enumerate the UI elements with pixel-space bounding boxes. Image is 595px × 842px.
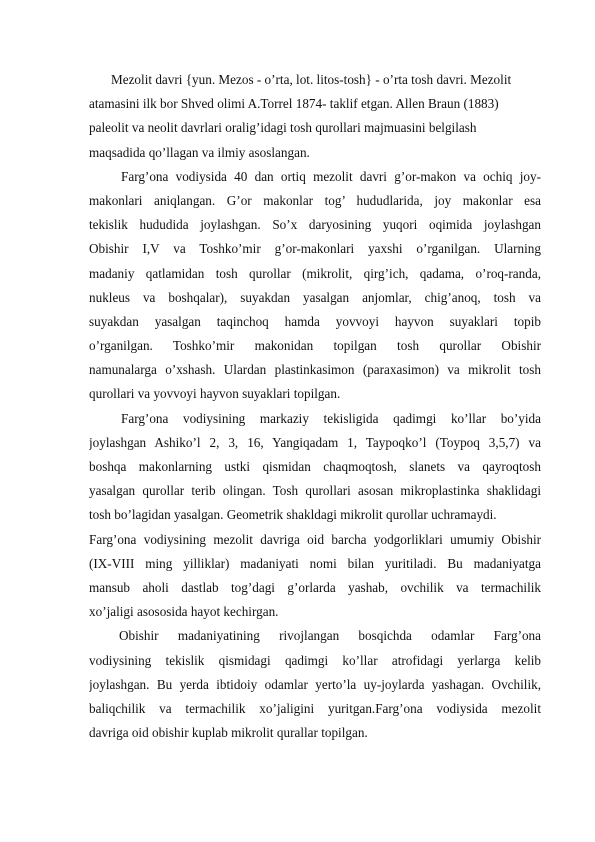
text-line: qurollari va yovvoyi hayvon suyaklari topilgan. (89, 386, 341, 402)
text-line: (IX-VIII ming yilliklar) madaniyati nomi bilan yuritiladi. Bu madaniyatga (89, 555, 541, 571)
text-line: Obishir madaniyatining rivojlangan bosqichda odamlar Farg’ona (119, 628, 541, 644)
text-line: xo’jaligi asososida hayot kechirgan. (89, 604, 279, 620)
text-line: maqsadida qo’llagan va ilmiy asoslangan. (89, 144, 310, 160)
text-line: boshqa makonlarning ustki qismidan chaqmoqtosh, slanets va qayroqtosh (89, 459, 541, 474)
text-line: yasalgan qurollar terib olingan. Tosh qurollari asosan mikroplastinka shaklidagi (89, 483, 541, 499)
text-line: nukleus va boshqalar), suyakdan yasalgan anjomlar, chig’anoq, tosh va (89, 289, 541, 305)
text-line: Farg’ona vodiysining mezolit davriga oid barcha yodgorliklari umumiy Obishir (89, 531, 541, 547)
text-line: joylashgan Ashiko’l 2, 3, 16, Yangiqadam 1, Taypoqko’l (Toypoq 3,5,7) va (89, 434, 541, 450)
text-line: o’rganilgan. Toshko’mir makonidan topilgan tosh qurollar Obishir (89, 338, 541, 354)
text-line: namunalarga o’xshash. Ulardan plastinkasimon (paraxasimon) va mikrolit tosh (89, 362, 541, 378)
text-line: madaniy qatlamidan tosh qurollar (mikrolit, qirg’ich, qadama, o’roq-randa, (89, 265, 541, 281)
text-line: paleolit va neolit davrlari oralig’idagi tosh qurollari majmuasini belgilash (89, 120, 477, 136)
text-line: tosh bo’lagidan yasalgan. Geometrik shakldagi mikrolit qurollar uchramaydi. (89, 507, 497, 523)
text-line: makonlari aniqlangan. G’or makonlar tog’ hududlarida, joy makonlar esa (89, 192, 541, 208)
text-line: joylashgan. Bu yerda ibtidoiy odamlar yerto’la uy-joylarda yashagan. Ovchilik, (89, 676, 541, 692)
document-page (89, 68, 541, 745)
text-line: vodiysining tekislik qismidagi qadimgi ko’llar atrofidagi yerlarga kelib (89, 652, 541, 668)
text-line: Farg’ona vodiysida 40 dan ortiq mezolit davri g’or-makon va ochiq joy- (121, 168, 541, 184)
text-line: mansub aholi dastlab tog’dagi g’orlarda yashab, ovchilik va termachilik (89, 579, 541, 595)
text-line: baliqchilik va termachilik xo’jaligini yuritgan.Farg’ona vodiysida mezolit (89, 700, 541, 716)
text-line: Mezolit davri {yun. Mezos - o’rta, lot. litos-tosh} - o’rta tosh davri. Mezolit (111, 72, 512, 87)
text-line: suyakdan yasalgan taqinchoq hamda yovvoyi hayvon suyaklari topib (89, 313, 541, 329)
text-line: Farg’ona vodiysining markaziy tekisligida qadimgi ko’llar bo’yida (121, 410, 541, 426)
text-line: tekislik hududida joylashgan. So’x daryosining yuqori oqimida joylashgan (89, 217, 541, 233)
text-line: atamasini ilk bor Shved olimi A.Torrel 1874- taklif etgan. Allen Braun (1883) (89, 96, 499, 112)
text-line: Obishir I,V va Toshko’mir g’or-makonlari yaxshi o’rganilgan. Ularning (89, 241, 541, 257)
text-line: davriga oid obishir kuplab mikrolit qurallar topilgan. (89, 725, 368, 741)
